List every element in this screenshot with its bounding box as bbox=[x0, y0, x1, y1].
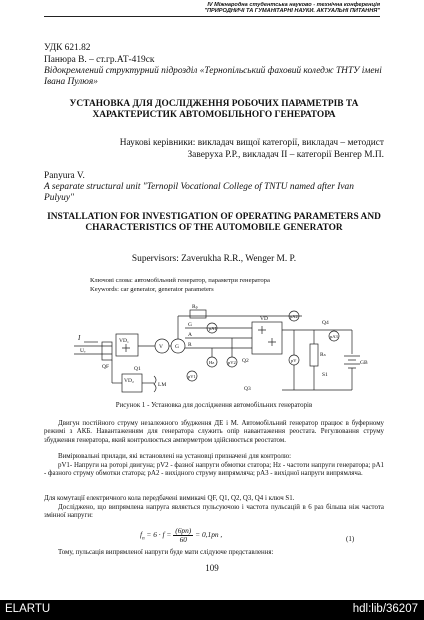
rn-load-resistor bbox=[310, 344, 318, 366]
header-rule bbox=[44, 16, 380, 17]
phase-a-label: A bbox=[188, 332, 192, 338]
battery-icon bbox=[344, 356, 360, 368]
supervisors-en: Supervisors: Zaverukha R.R., Wenger M. P. bbox=[131, 254, 297, 264]
supervisors-ua-line2: Заверуха Р.Р., викладач ІІ – категорії Венгер М.П. bbox=[187, 150, 384, 160]
motor-label: V bbox=[159, 344, 163, 350]
formula-1 bbox=[140, 527, 222, 544]
gb-label: GB bbox=[360, 360, 368, 366]
rp-label: Rₚ bbox=[192, 304, 199, 310]
diode-icon bbox=[122, 344, 130, 352]
formula-eq2: = 0,1pn , bbox=[195, 530, 223, 540]
pv1-label: pV1 bbox=[188, 374, 196, 379]
figure-caption: Рисунок 1 - Установка для дослідження автомобільних генераторів bbox=[115, 402, 313, 409]
keywords-en: Keywords: car generator, generator parameters bbox=[90, 286, 214, 293]
formula-number: (1) bbox=[346, 535, 355, 543]
formula-sub: п bbox=[142, 536, 145, 542]
paragraph-5: Досліджено, що випрямлена напруга являється пульсуючою і частота пульсацій в 6 раз більша ніж частота змінної напруги: bbox=[44, 504, 384, 520]
paragraph-2: Вимірювальні прилади, які встановлені на установці призначені для контролю: bbox=[58, 453, 292, 460]
formula-eq1: = 6 · f = bbox=[146, 530, 172, 540]
title-ua: УСТАНОВКА ДЛЯ ДОСЛІДЖЕННЯ РОБОЧИХ ПАРАМЕТРІВ ТА ХАРАКТЕРИСТИК АВТОМОБІЛЬНОГО ГЕНЕРАТОРА bbox=[69, 99, 359, 120]
s1-label: S1 bbox=[322, 372, 328, 378]
conference-header-line2: "ПРИРОДНИЧІ ТА ГУМАНІТАРНІ НАУКИ. АКТУАЛЬНІ ПИТАННЯ" bbox=[204, 8, 380, 15]
pv2-label: pV2 bbox=[228, 360, 236, 365]
vd-rectifier-bridge bbox=[252, 322, 282, 354]
udk-code: УДК 621.82 bbox=[44, 43, 91, 53]
paragraph-4: Для комутації електричного кола передбачені вимикачі QF, Q1, Q2, Q3, Q4 і ключ S1. bbox=[44, 495, 295, 502]
lm-label: LM bbox=[158, 382, 167, 388]
pa1-label: pA1 bbox=[209, 326, 217, 331]
formula-numerator: (6pn) bbox=[175, 526, 192, 535]
pa2-label: pA2 bbox=[290, 314, 298, 319]
title-en: INSTALLATION FOR INVESTIGATION OF OPERATING PARAMETERS AND CHARACTERISTICS OF THE AUTOMOBILE GENERATOR bbox=[47, 212, 381, 233]
footer-handle-link[interactable]: hdl:lib/36207 bbox=[352, 603, 418, 615]
supply-voltage-label: Uₑ bbox=[80, 348, 86, 354]
vd1-label: VD₁ bbox=[119, 338, 129, 344]
affiliation-en: A separate structural unit "Ternopil Vocational College of TNTU named after Ivan Pulyuy" bbox=[44, 182, 354, 203]
qf-label: QF bbox=[102, 364, 110, 370]
lm-coil-icon bbox=[154, 376, 156, 392]
repository-footer bbox=[0, 600, 424, 620]
qf-switch bbox=[102, 342, 112, 360]
current-label: I bbox=[78, 334, 81, 342]
conference-header bbox=[50, 2, 380, 15]
circuit-diagram bbox=[72, 300, 372, 402]
supervisors-ua-line1: Наукові керівники: викладач вищої категорії, викладач – методист bbox=[119, 138, 384, 148]
footer-repo-name: ELARTU bbox=[5, 603, 51, 615]
formula-fraction bbox=[173, 527, 193, 544]
q4-label: Q4 bbox=[322, 320, 329, 326]
paragraph-3: pV1- Напруги на роторі двигуна; pV2 - фазної напруги обмотки статора; Hz - частоти напруги генератора; pA1 - фазного струму обмотки статора; pA2 - вихідного струму випрямляча; pA3 - вихідної напруги випрямлячa. bbox=[44, 462, 384, 478]
author-en: Panyura V. bbox=[44, 171, 85, 181]
q2-label: Q2 bbox=[242, 358, 249, 364]
page-number: 109 bbox=[205, 563, 219, 573]
hz-label: Hz bbox=[209, 360, 215, 365]
formula-denominator: 60 bbox=[179, 535, 187, 544]
q3-label: Q3 bbox=[244, 386, 251, 392]
author-ua: Панюра В. – ст.гр.АТ-419ск bbox=[44, 55, 155, 65]
vd-label: VD bbox=[260, 316, 268, 322]
phase-r-label: R bbox=[188, 342, 192, 348]
q1-label: Q1 bbox=[134, 366, 141, 372]
rp-resistor bbox=[190, 310, 206, 318]
diode-bridge-icon bbox=[258, 326, 276, 346]
vd2-label: VD₂ bbox=[124, 378, 134, 384]
paragraph-6: Тому, пульсація випрямленої напруги буде мати слідуюче представлення: bbox=[58, 549, 274, 556]
pa3-label: pA3 bbox=[330, 334, 338, 339]
paragraph-1: Двигун постійного струму незалежного збудження ДЕ і М. Автомобільний генератор працює в буферному режимі з АКБ. Навантаженням для генератора служить опір навантаження реостата. Регулювання струму збудження генератора, який контролюється амперметром здійснюється реостатом. bbox=[44, 420, 384, 444]
conference-header-line1: IV Міжнародна студентська науково - технічна конференція bbox=[207, 2, 380, 8]
affiliation-ua: Відокремлений структурний підрозділ «Тернопільський фаховий коледж ТНТУ імені Івана Пулюя» bbox=[44, 66, 382, 87]
keywords-ua: Ключові слова: автомобільний генератор, параметри генератора bbox=[90, 277, 270, 284]
generator-label: G bbox=[175, 344, 179, 350]
phase-g-label: G bbox=[188, 322, 192, 328]
formula-lhs: f bbox=[140, 530, 143, 540]
pv-label: pV bbox=[291, 358, 297, 363]
rn-label: Rₙ bbox=[320, 352, 326, 358]
